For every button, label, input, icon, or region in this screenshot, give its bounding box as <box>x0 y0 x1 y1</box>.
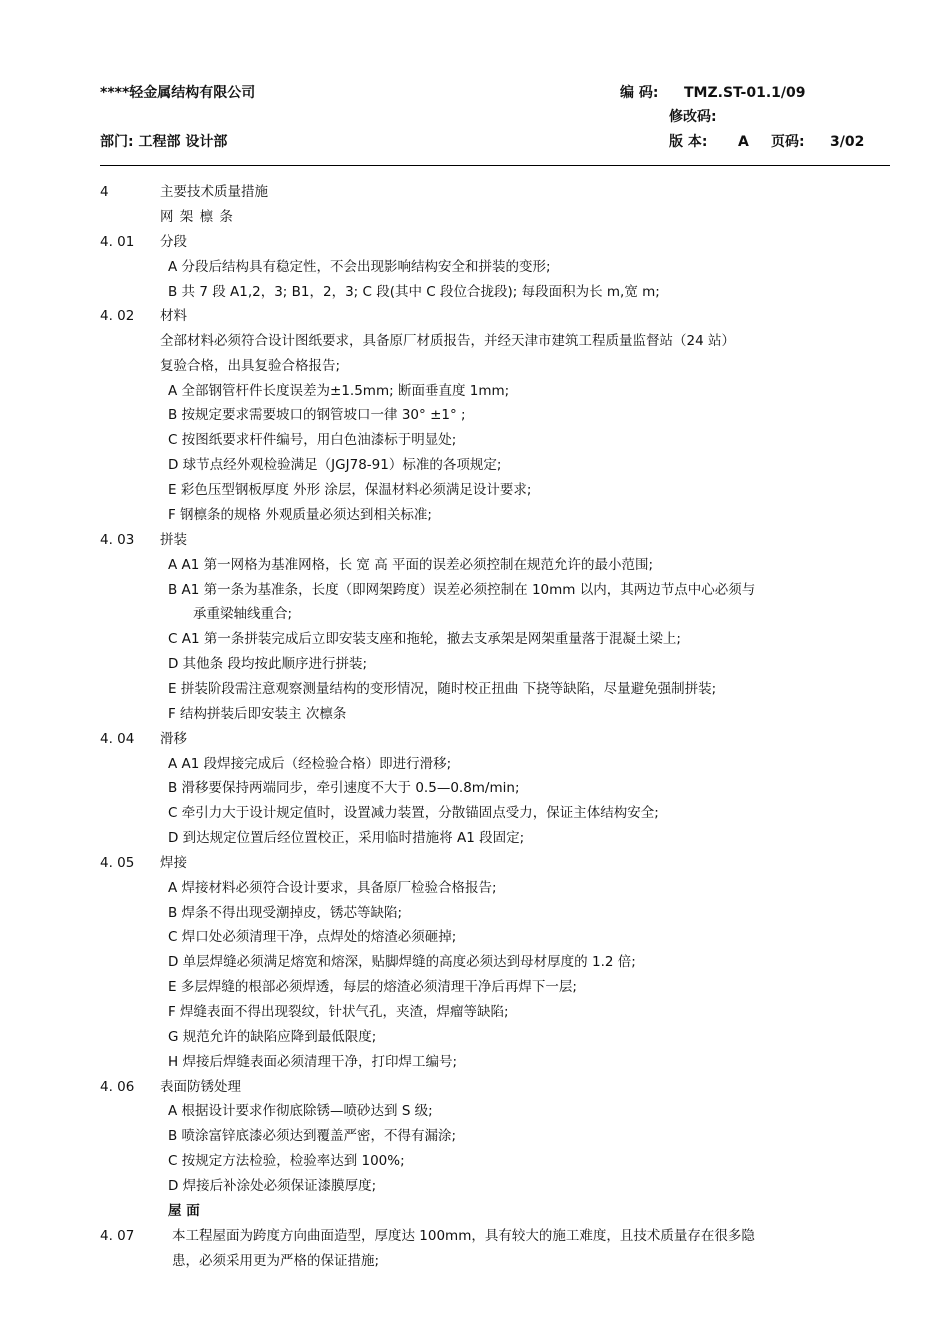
version-value: A <box>738 134 749 150</box>
list-item: D 到达规定位置后经位置校正，采用临时措施将 A1 段固定; <box>168 830 525 846</box>
list-item: B 按规定要求需要坡口的钢管坡口一律 30° ±1° ; <box>168 407 466 423</box>
list-item: B A1 第一条为基准条，长度（即网架跨度）误差必须控制在 10mm 以内，其两边节点中心必须与 <box>168 582 756 598</box>
code-value: TMZ.ST-01.1/09 <box>684 85 806 101</box>
list-item: B 喷涂富锌底漆必须达到覆盖严密，不得有漏涂; <box>168 1128 457 1144</box>
clause-title: 焊接 <box>160 855 187 871</box>
company-name: ****轻金属结构有限公司 <box>100 85 256 101</box>
clause-number: 4. 01 <box>100 234 135 250</box>
list-item: D 球节点经外观检验满足（JGJ78-91）标准的各项规定; <box>168 457 502 473</box>
list-item: A 根据设计要求作彻底除锈—喷砂达到 S 级; <box>168 1103 433 1119</box>
list-item: F 焊缝表面不得出现裂纹，针状气孔，夹渣，焊瘤等缺陷; <box>168 1004 509 1020</box>
clause-number: 4. 03 <box>100 532 135 548</box>
section-number: 4 <box>100 184 109 200</box>
clause-number: 4. 04 <box>100 731 135 747</box>
clause-title: 滑移 <box>160 731 187 747</box>
list-item: D 其他条 段均按此顺序进行拼装; <box>168 656 368 672</box>
list-item: A A1 段焊接完成后（经检验合格）即进行滑移; <box>168 756 452 772</box>
list-item: G 规范允许的缺陷应降到最低限度; <box>168 1029 377 1045</box>
paragraph-line: 全部材料必须符合设计图纸要求，具备原厂材质报告，并经天津市建筑工程质量监督站（24 站） <box>160 333 735 349</box>
clause-title: 材料 <box>160 308 187 324</box>
paragraph-line: 患，必须采用更为严格的保证措施; <box>172 1253 380 1269</box>
list-item: C 牵引力大于设计规定值时，设置减力装置，分散锚固点受力，保证主体结构安全; <box>168 805 659 821</box>
list-item: C 按图纸要求杆件编号，用白色油漆标于明显处; <box>168 432 457 448</box>
list-item: B 共 7 段 A1,2，3; B1，2，3; C 段(其中 C 段位合拢段); 每段面积为长 m,宽 m; <box>168 284 660 300</box>
list-item: B 滑移要保持两端同步，牵引速度不大于 0.5—0.8m/min; <box>168 780 520 796</box>
list-item: A 分段后结构具有稳定性，不会出现影响结构安全和拼装的变形; <box>168 259 551 275</box>
list-item: D 单层焊缝必须满足熔宽和熔深，贴脚焊缝的高度必须达到母材厚度的 1.2 倍; <box>168 954 636 970</box>
paragraph-line: 本工程屋面为跨度方向曲面造型，厚度达 100mm，具有较大的施工难度，且技术质量存在很多隐 <box>172 1228 755 1244</box>
list-item: C 按规定方法检验，检验率达到 100%; <box>168 1153 405 1169</box>
list-item-continuation: 承重梁轴线重合; <box>193 606 293 622</box>
list-item: D 焊接后补涂处必须保证漆膜厚度; <box>168 1178 377 1194</box>
list-item: A A1 第一网格为基准网格，长 宽 高 平面的误差必须控制在规范允许的最小范围; <box>168 557 654 573</box>
clause-number: 4. 07 <box>100 1228 135 1244</box>
clause-title: 表面防锈处理 <box>160 1079 241 1095</box>
list-item: C A1 第一条拼装完成后立即安装支座和拖轮，撤去支承架是网架重量落于混凝土梁上; <box>168 631 681 647</box>
list-item: F 结构拼装后即安装主 次檩条 <box>168 706 347 722</box>
list-item: E 彩色压型钢板厚度 外形 涂层，保温材料必须满足设计要求; <box>168 482 532 498</box>
page-label: 页码: <box>771 134 805 150</box>
roof-heading: 屋 面 <box>168 1203 200 1219</box>
section-title: 主要技术质量措施 <box>160 184 268 200</box>
header-divider <box>100 165 890 166</box>
list-item: A 全部钢管杆件长度误差为±1.5mm; 断面垂直度 1mm; <box>168 383 510 399</box>
list-item: E 拼装阶段需注意观察测量结构的变形情况，随时校正扭曲 下挠等缺陷，尽量避免强制拼装; <box>168 681 717 697</box>
list-item: H 焊接后焊缝表面必须清理干净，打印焊工编号; <box>168 1054 457 1070</box>
version-label: 版 本: <box>669 134 708 150</box>
list-item: F 钢檩条的规格 外观质量必须达到相关标准; <box>168 507 432 523</box>
clause-title: 分段 <box>160 234 187 250</box>
page-number: 3/02 <box>830 134 865 150</box>
clause-number: 4. 05 <box>100 855 135 871</box>
clause-number: 4. 02 <box>100 308 135 324</box>
clause-number: 4. 06 <box>100 1079 135 1095</box>
department: 部门: 工程部 设计部 <box>100 134 228 150</box>
paragraph-line: 复验合格，出具复验合格报告; <box>160 358 341 374</box>
list-item: A 焊接材料必须符合设计要求，具备原厂检验合格报告; <box>168 880 497 896</box>
sub-heading-grid-purlin: 网 架 檩 条 <box>160 209 234 225</box>
revision-label: 修改码: <box>669 109 717 125</box>
list-item: B 焊条不得出现受潮掉皮，锈芯等缺陷; <box>168 905 403 921</box>
list-item: C 焊口处必须清理干净，点焊处的熔渣必须砸掉; <box>168 929 457 945</box>
list-item: E 多层焊缝的根部必须焊透，每层的熔渣必须清理干净后再焊下一层; <box>168 979 577 995</box>
code-label: 编 码: <box>620 85 659 101</box>
clause-title: 拼装 <box>160 532 187 548</box>
